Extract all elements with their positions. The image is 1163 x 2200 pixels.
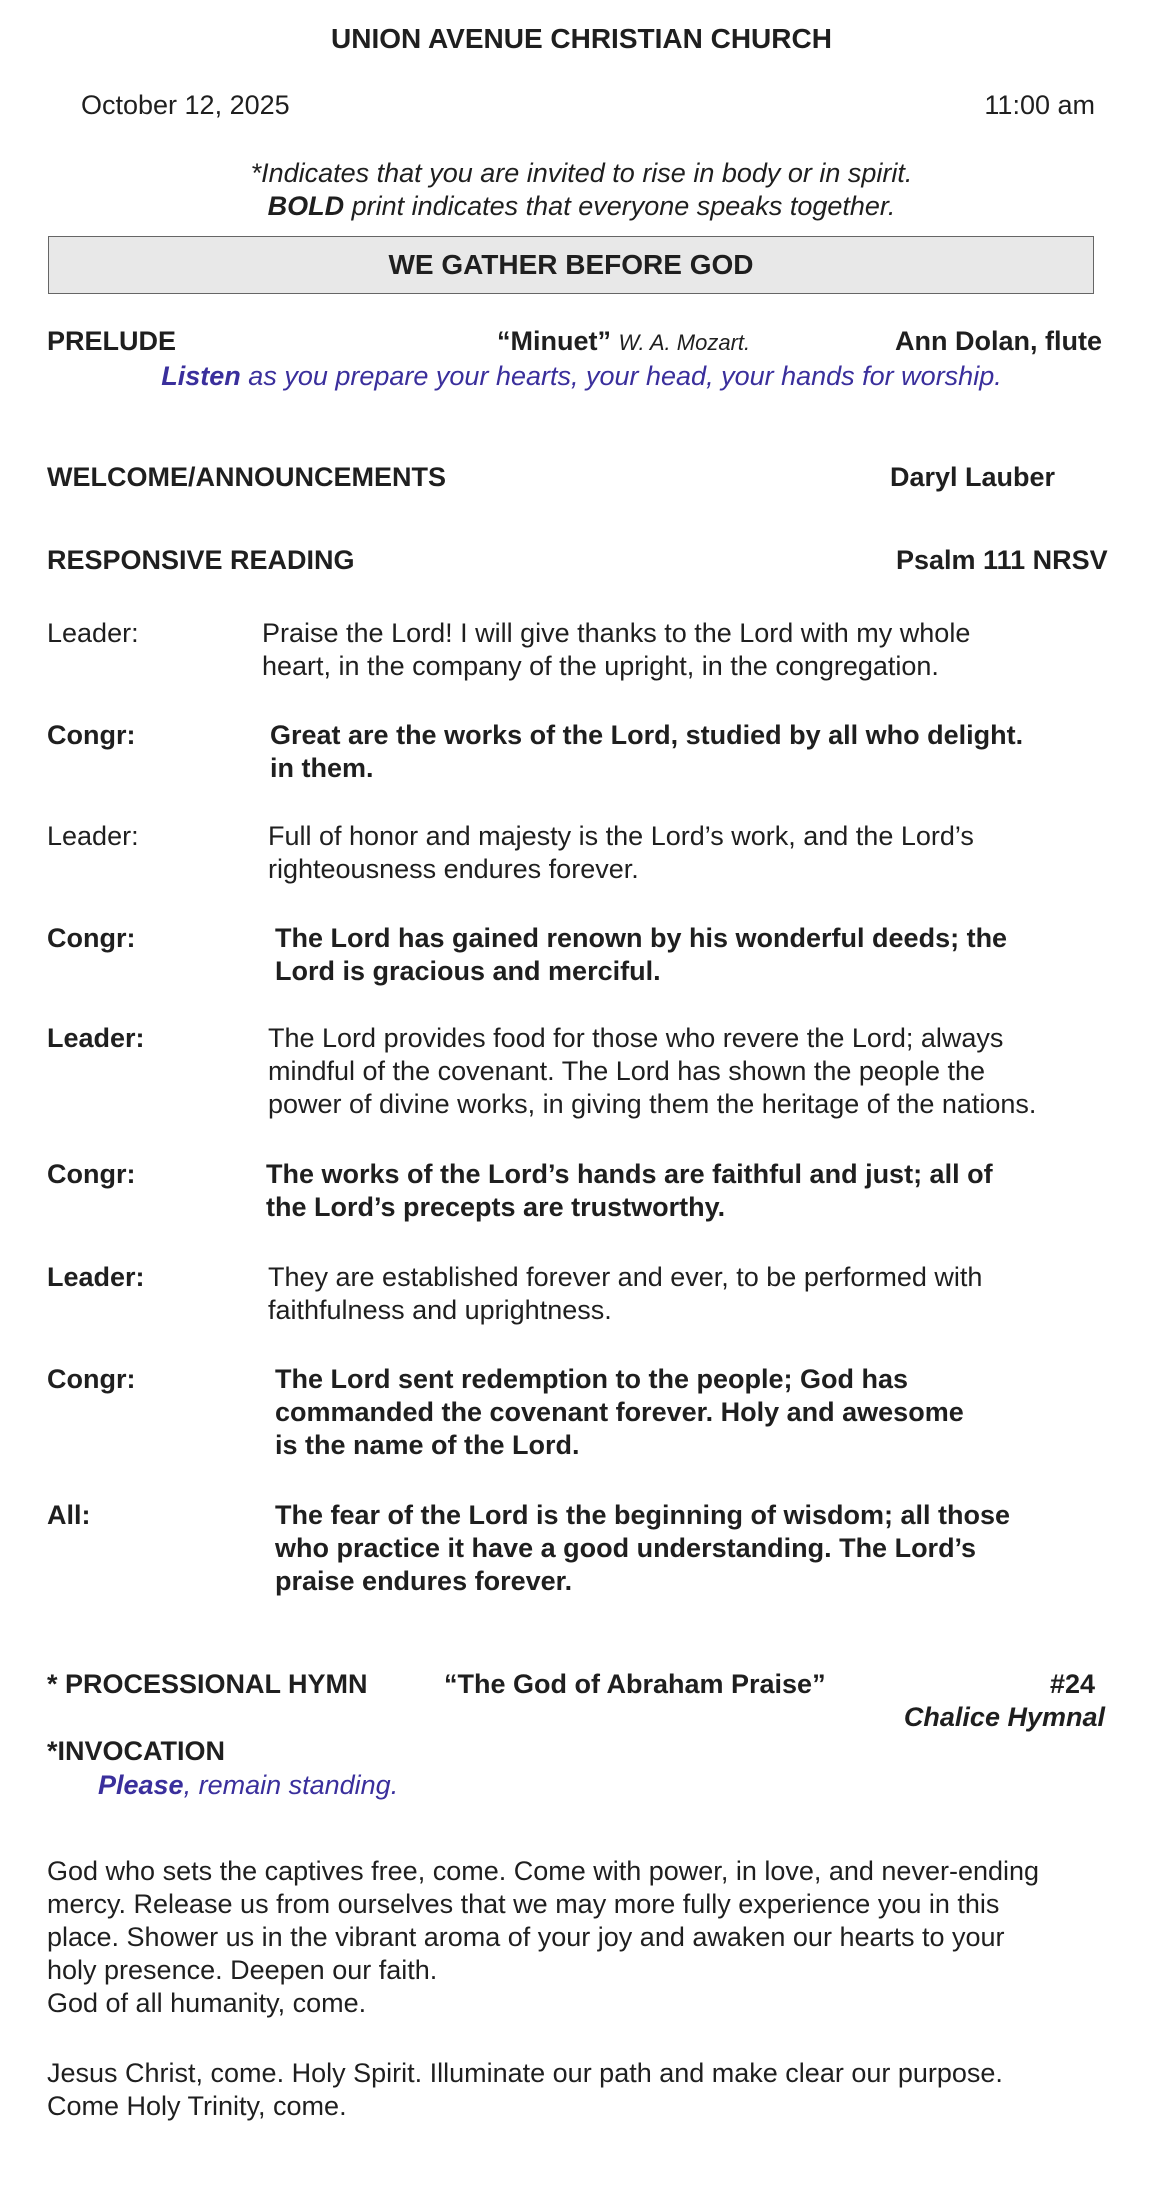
service-time: 11:00 am xyxy=(984,90,1095,120)
bold-note-rest: print indicates that everyone speaks together. xyxy=(344,191,896,221)
reading-text: Great are the works of the Lord, studied by all who delight. in them. xyxy=(270,720,1024,783)
welcome-person: Daryl Lauber xyxy=(890,462,1056,492)
reading-text: Full of honor and majesty is the Lord’s work, and the Lord’s righteousness endures forever. xyxy=(268,821,974,884)
invocation-label: *INVOCATION xyxy=(47,1736,226,1766)
invocation-instruction xyxy=(98,1769,398,1802)
hymn-label: * PROCESSIONAL HYMN xyxy=(47,1669,368,1699)
reading-text: The Lord has gained renown by his wonderful deeds; the Lord is gracious and merciful. xyxy=(275,923,1008,986)
prelude-instruction-rest: as you prepare your hearts, your head, your hands for worship. xyxy=(240,361,1002,391)
bold-note xyxy=(0,190,1163,223)
reading-speaker: Leader: xyxy=(47,821,139,851)
prelude-instruction xyxy=(0,360,1163,393)
reading-text: The works of the Lord’s hands are faithful and just; all of the Lord’s precepts are trustworthy. xyxy=(266,1159,993,1222)
reading-text: Praise the Lord! I will give thanks to the Lord with my whole heart, in the company of the upright, in the congregation. xyxy=(262,618,971,681)
hymn-title: “The God of Abraham Praise” xyxy=(444,1669,826,1699)
reading-text: The Lord provides food for those who revere the Lord; always mindful of the covenant. The Lord has shown the people the power of divine works, in giving them the heritage of the nations. xyxy=(268,1023,1037,1119)
prelude-performer: Ann Dolan, flute xyxy=(895,326,1102,356)
reading-label: RESPONSIVE READING xyxy=(47,545,355,575)
reading-text: The Lord sent redemption to the people; God has commanded the covenant forever. Holy and awesome is the name of the Lord. xyxy=(275,1364,964,1460)
hymn-number: #24 xyxy=(1050,1669,1096,1699)
hymn-book: Chalice Hymnal xyxy=(903,1702,1105,1732)
reading-speaker: Congr: xyxy=(47,1159,136,1189)
section-title: WE GATHER BEFORE GOD xyxy=(388,249,754,280)
reading-source: Psalm 111 NRSV xyxy=(896,545,1108,575)
reading-speaker: Congr: xyxy=(47,1364,136,1394)
reading-text: The fear of the Lord is the beginning of wisdom; all those who practice it have a good understanding. The Lord’s praise endures forever. xyxy=(275,1500,1011,1596)
service-date: October 12, 2025 xyxy=(81,90,290,120)
please-word: Please xyxy=(98,1770,184,1800)
reading-speaker: Congr: xyxy=(47,720,136,750)
bold-word: BOLD xyxy=(267,191,345,221)
reading-speaker: Leader: xyxy=(47,618,139,648)
prelude-composer: W. A. Mozart. xyxy=(618,330,751,355)
rise-note: *Indicates that you are invited to rise in body or in spirit. xyxy=(250,158,913,188)
reading-speaker: Congr: xyxy=(47,923,136,953)
church-name: UNION AVENUE CHRISTIAN CHURCH xyxy=(331,23,832,54)
prelude-label: PRELUDE xyxy=(47,326,177,356)
reading-text: They are established forever and ever, to be performed with faithfulness and uprightness. xyxy=(268,1262,983,1325)
welcome-label: WELCOME/ANNOUNCEMENTS xyxy=(47,462,446,492)
invocation-paragraph-2: Jesus Christ, come. Holy Spirit. Illuminate our path and make clear our purpose. Come Holy Trinity, come. xyxy=(47,2058,1003,2121)
reading-speaker: Leader: xyxy=(47,1023,145,1053)
invocation-paragraph-1: God who sets the captives free, come. Come with power, in love, and never-ending mercy. Release us from ourselves that we may more fully experience you in this place. Shower us in the vibrant aroma of your joy and awaken our hearts to your holy presence. Deepen our faith. God of all humanity, come. xyxy=(47,1856,1040,2018)
invocation-instruction-rest: , remain standing. xyxy=(183,1770,399,1800)
section-title-box xyxy=(48,236,1094,294)
prelude-title: “Minuet” xyxy=(497,326,611,356)
listen-word: Listen xyxy=(161,361,241,391)
reading-speaker: Leader: xyxy=(47,1262,145,1292)
reading-speaker: All: xyxy=(47,1500,91,1530)
prelude-piece xyxy=(497,325,750,359)
